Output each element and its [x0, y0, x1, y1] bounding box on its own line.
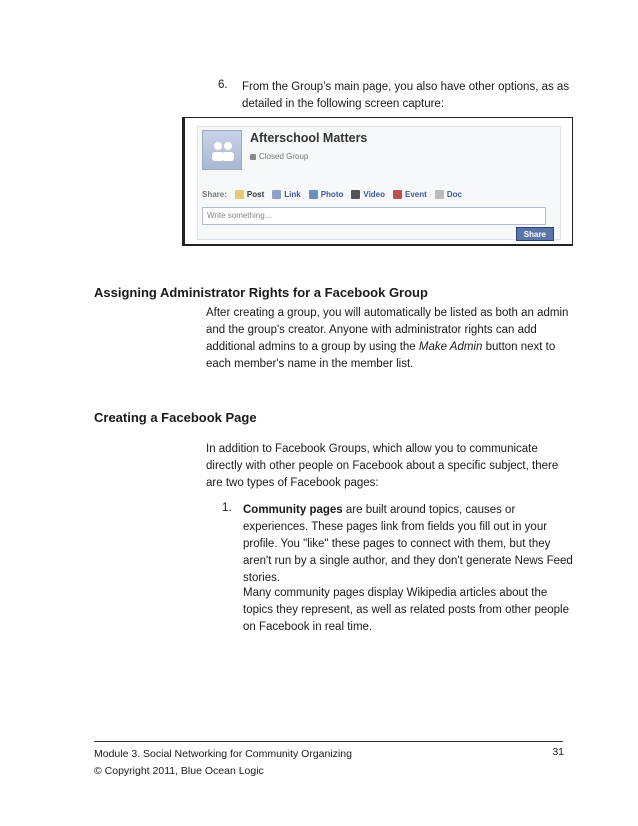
- term-bold: Community pages: [243, 504, 343, 516]
- link-icon: [272, 190, 281, 199]
- section-paragraph: In addition to Facebook Groups, which allow you to communicate directly with other people on Facebook about a specific subject, there are two types of Facebook pages:: [206, 443, 559, 489]
- composer-input[interactable]: Write something...: [202, 207, 546, 225]
- list-number: 1.: [222, 502, 232, 514]
- share-option-event[interactable]: [393, 190, 427, 199]
- share-option-label: Video: [363, 189, 386, 199]
- video-icon: [351, 190, 360, 199]
- group-privacy: [250, 152, 308, 161]
- share-option-label: Event: [405, 189, 427, 199]
- event-icon: [393, 190, 402, 199]
- share-option-label: Photo: [320, 189, 344, 199]
- share-option-label: Post: [246, 189, 265, 199]
- group-type-label: Closed Group: [259, 152, 309, 161]
- share-button[interactable]: Share: [516, 227, 554, 241]
- paragraph-text: After creating a group, you will automatically be listed as both an admin and the group's creator. Anyone with administrator rights can add additional admins to a group by using the: [206, 307, 569, 353]
- list-item-text: From the Group’s main page, you also have other options, as as detailed in the following screen capture:: [242, 81, 570, 110]
- share-bar: [202, 186, 556, 202]
- footer-copyright: © Copyright 2011, Blue Ocean Logic: [94, 765, 264, 777]
- facebook-group-header: [197, 126, 561, 240]
- share-option-link[interactable]: [272, 190, 300, 199]
- group-avatar: [202, 130, 242, 170]
- doc-icon: [435, 190, 444, 199]
- page-number: 31: [552, 746, 564, 758]
- share-label: Share:: [202, 189, 227, 199]
- share-option-post[interactable]: [235, 190, 264, 199]
- share-option-video[interactable]: [351, 190, 385, 199]
- section-heading: Creating a Facebook Page: [94, 410, 257, 425]
- list-item-paragraph: Many community pages display Wikipedia articles about the topics they represent, as well as related posts from other people on Facebook in real time.: [243, 587, 570, 633]
- share-option-photo[interactable]: [309, 190, 344, 199]
- lock-icon: [250, 154, 256, 160]
- group-people-icon: [209, 139, 237, 163]
- group-name[interactable]: Afterschool Matters: [250, 131, 368, 145]
- list-number: 6.: [218, 79, 228, 91]
- footer-left: [94, 746, 352, 780]
- footer-module: Module 3. Social Networking for Community Organizing: [94, 748, 352, 760]
- make-admin-term: Make Admin: [418, 341, 483, 353]
- list-item-text: [243, 502, 573, 587]
- share-option-label: Doc: [446, 189, 462, 199]
- section-paragraph: [206, 305, 576, 373]
- share-option-label: Link: [284, 189, 301, 199]
- footer-divider: [94, 741, 563, 742]
- section-heading: Assigning Administrator Rights for a Facebook Group: [94, 285, 428, 300]
- paragraph-text: button next to each member's name in the member list.: [206, 341, 556, 370]
- paragraph-text: are built around topics, causes or experiences. These pages link from fields you fill out in your profile. You "like" these pages to connect with them, but they aren't run by a single author, and they don't generate News Feed stories.: [243, 504, 573, 584]
- screen-capture: [182, 117, 573, 246]
- photo-icon: [309, 190, 318, 199]
- post-icon: [235, 190, 244, 199]
- share-option-doc[interactable]: [435, 190, 462, 199]
